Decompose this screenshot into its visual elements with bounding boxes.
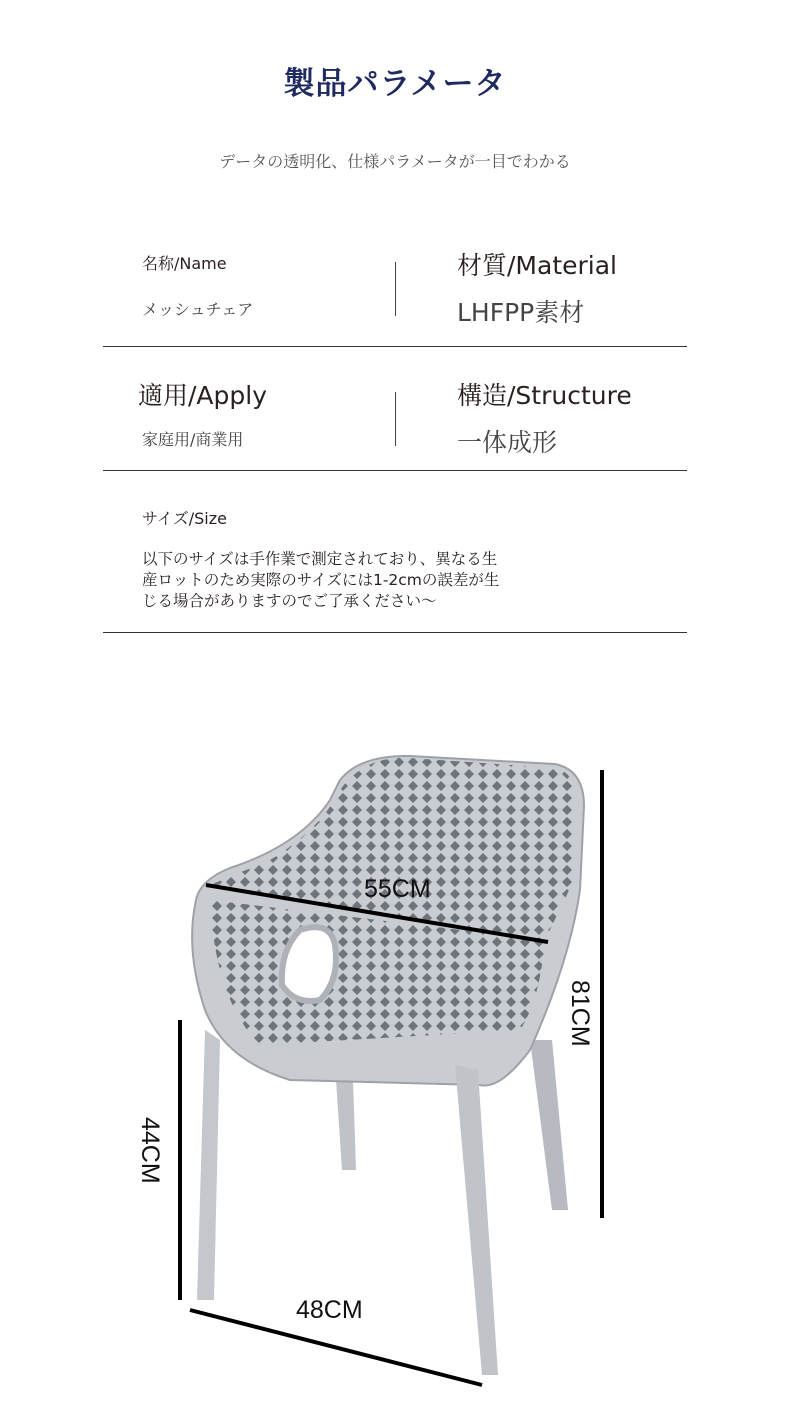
handle-hole bbox=[282, 927, 336, 1001]
width-dimension-label: 55CM bbox=[364, 875, 431, 903]
name-value: メッシュチェア bbox=[142, 300, 254, 319]
chair-leg bbox=[455, 1065, 498, 1375]
seat-height-dimension-label: 44CM bbox=[136, 1117, 164, 1184]
size-note bbox=[142, 549, 572, 612]
apply-value: 家庭用/商業用 bbox=[142, 430, 244, 449]
name-label: 名称/Name bbox=[142, 254, 227, 273]
material-value: LHFPP素材 bbox=[457, 298, 585, 327]
row-divider bbox=[103, 470, 687, 471]
material-label: 材質/Material bbox=[457, 251, 617, 280]
structure-value: 一体成形 bbox=[457, 428, 558, 457]
chair-leg bbox=[530, 1040, 568, 1210]
structure-label: 構造/Structure bbox=[457, 381, 632, 410]
depth-dimension-label: 48CM bbox=[296, 1296, 363, 1324]
size-note-line: 以下のサイズは手作業で測定されており、異なる生 bbox=[142, 550, 498, 568]
size-label: サイズ/Size bbox=[142, 509, 227, 528]
height-dimension-label: 81CM bbox=[566, 980, 594, 1047]
page-title: 製品パラメータ bbox=[283, 66, 507, 102]
row-divider bbox=[103, 632, 687, 633]
column-divider bbox=[395, 262, 396, 316]
row-divider bbox=[103, 346, 687, 347]
size-note-line: じる場合がありますのでご了承ください〜 bbox=[142, 592, 437, 610]
apply-label: 適用/Apply bbox=[138, 381, 268, 410]
chair-leg bbox=[197, 1030, 220, 1300]
column-divider bbox=[395, 392, 396, 446]
size-note-line: 産ロットのため実際のサイズには1-2cmの誤差が生 bbox=[142, 571, 500, 589]
chair-illustration bbox=[0, 700, 790, 1416]
page-subtitle: データの透明化、仕様パラメータが一目でわかる bbox=[219, 152, 571, 171]
